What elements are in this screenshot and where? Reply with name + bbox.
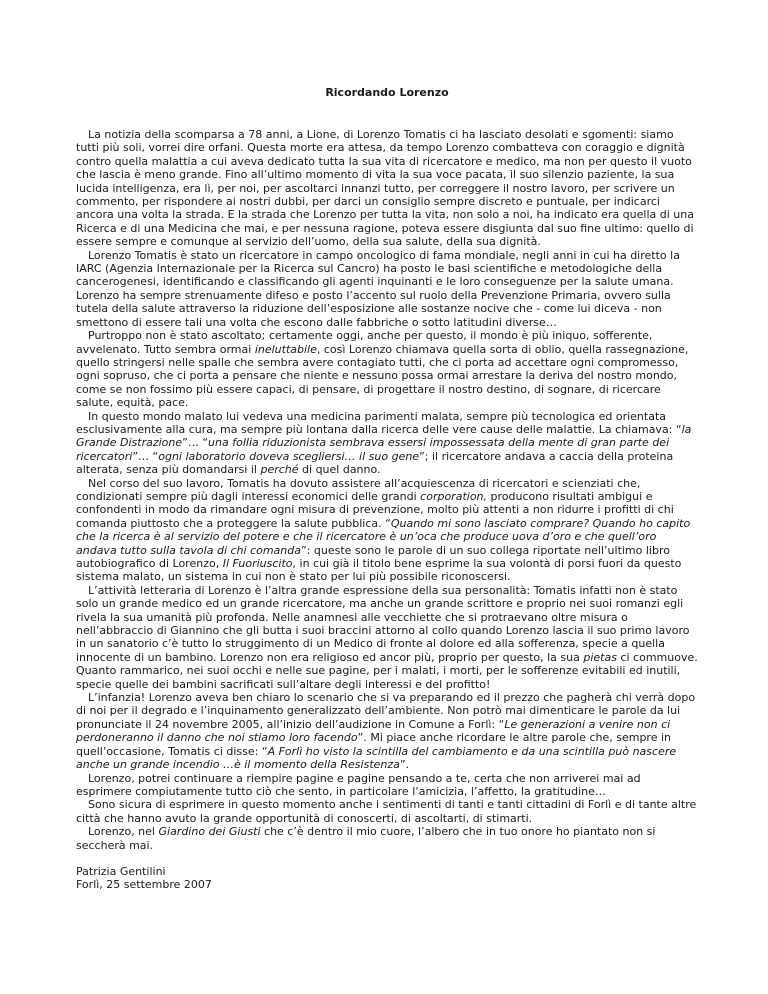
italic-text: A Forlì ho visto la scintilla del cambiamento e da una scintilla può nascere anche un grande incendio …è il momento della Resistenza (76, 744, 677, 772)
paragraph (76, 772, 698, 799)
paragraph-text: Lorenzo Tomatis è stato un ricercatore in campo oncologico di fama mondiale, negli anni in cui ha diretto la IARC (Agenzia Internazionale per la Ricerca sul Cancro) ha posto le basi scientifiche e metodologiche della cancerogenesi, identificando e classificando gli agenti inquinanti e le loro conseguenze per la salute umana. Lorenzo ha sempre strenuamente difeso e posto l’accento sul ruolo della Prevenzione Primaria, ovvero sulla tutela della salute attraverso la riduzione dell’esposizione alle sostanze nocive che - come lui diceva - non smettono di essere tali una volta che escono dalle fabbriche o sotto latitudini diverse… (76, 248, 680, 329)
paragraph-text: La notizia della scomparsa a 78 anni, a Lione, di Lorenzo Tomatis ci ha lasciato desolati e sgomenti: siamo tutti più soli, vorrei dire orfani. Questa morte era attesa, da tempo Lorenzo combatteva con coraggio e dignità contro quella malattia a cui aveva dedicato tutta la sua vita di ricercatore e medico, ma non per questo il vuoto che lascia è meno grande. Fino all’ultimo momento di vita la sua voce pacata, il suo silenzio paziente, la sua lucida intelligenza, era lì, per noi, per ascoltarci innanzi tutto, per correggere il nostro lavoro, per scrivere un commento, per rispondere ai nostri dubbi, per darci un consiglio sempre discreto e puntuale, per indicarci ancora una volta la strada. E la strada che Lorenzo per tutta la vita, non solo a noi, ha indicato era quella di una Ricerca e di una Medicina che mai, e per nessuna ragione, poteva essere disgiunta dal suo fine ultimo: quello di essere sempre e comunque al servizio dell’uomo, della sua salute, della sua dignità. (76, 128, 694, 249)
paragraph (76, 410, 698, 477)
paragraph (76, 798, 698, 825)
paragraph (76, 477, 698, 584)
paragraph-text: producono risultati ambigui e confondenti in modo da rimandare ogni misura di prevenzione, molto più attenti a non ridurre i profitti di chi comanda piuttosto che a proteggere la salute pubblica. “ (76, 489, 674, 530)
signature-block (76, 865, 698, 892)
italic-text: Le generazioni a venire non ci perdoneranno il danno che noi stiamo loro facendo (76, 717, 671, 745)
italic-text: la Grande Distrazione (76, 422, 692, 450)
document-title: Ricordando Lorenzo (325, 86, 449, 99)
place-date: Forlì, 25 settembre 2007 (76, 878, 212, 892)
italic-text: Il Fuoriuscito (222, 557, 293, 570)
italic-text: Quando mi sono lasciato comprare? Quando ho capito che la ricerca è al servizio del potere e che il ricercatore è un’oca che produce uova d’oro e che quell’oro andava tutto sulla tavola di chi comanda (76, 516, 691, 557)
document-body (76, 128, 698, 852)
italic-text: una follia riduzionista sembrava essersi impossessata della mente di gran parte dei ricercatori (76, 436, 670, 463)
paragraph (76, 691, 698, 771)
paragraph (76, 128, 698, 249)
paragraph-text: Lorenzo, potrei continuare a riempire pagine e pagine pensando a te, certa che non arriverei mai ad esprimere compiutamente tutto ciò che sento, in particolare l’amicizia, l’affetto, la gratitudine… (76, 771, 641, 798)
paragraph (76, 825, 698, 852)
paragraph (76, 329, 698, 409)
paragraph-text: , in cui già il titolo bene esprime la sua volontà di porsi fuori da questo sistema malato, un sistema in cui non è stato per lui più possibile riconoscersi. (76, 557, 682, 584)
paragraph-text: di quel danno. (298, 463, 381, 477)
paragraph-text: L’attività letteraria di Lorenzo è l’altra grande espressione della sua personalità: Tomatis infatti non è stato solo un grande medico ed un grande ricercatore, ma anche un grande scrittore e proprio nei suoi romanzi egli rivela la sua umanità più profonda. Nelle anamnesi alle vecchiette che si protraevano oltre misura o nell’abbraccio di Giannino che gli butta i suoi braccini attorno al collo quando Lorenzo lascia il suo primo lavoro in un sanatorio c’è tutto lo struggimento di un Medico di fronte al dolore ed alla sofferenza, specie a quella innocente di un bambino. Lorenzo non era religioso ed ancor più, proprio per questo, la sua (76, 583, 690, 664)
italic-text: perché (260, 463, 299, 477)
italic-text: pietas (583, 650, 617, 664)
italic-text: ineluttabile (254, 342, 317, 356)
paragraph-text: che c’è dentro il mio cuore, l’albero che in tuo onore ho piantato non si seccherà mai. (76, 825, 656, 852)
italic-text: Giardino dei Giusti (158, 825, 261, 839)
paragraph-text: ”; il ricercatore andava a caccia della proteina alterata, senza più domandarsi il (76, 449, 674, 477)
paragraph-text: Nel corso del suo lavoro, Tomatis ha dovuto assistere all’acquiescenza di ricercatori e scienziati che, condizionati sempre più dagli interessi economici delle grandi (76, 476, 641, 503)
paragraph (76, 584, 698, 691)
paragraph-text: Purtroppo non è stato ascoltato; certamente oggi, anche per questo, il mondo è più iniquo, sofferente, avvelenato. Tutto sembra ormai (76, 329, 653, 356)
paragraph-text: ”… “ (132, 449, 159, 463)
paragraph-text: L’infanzia! Lorenzo aveva ben chiaro lo scenario che si va preparando ed il prezzo che pagherà chi verrà dopo di noi per il degrado e l’inquinamento generalizzato dell’ambiente. Non potrò mai dimenticare le parole da lui pronunciate il 24 novembre 2005, all’inizio dell’audizione in Comune a Forlì: “ (76, 691, 696, 731)
paragraph-text: ”: queste sono le parole di un suo collega riportate nell’ultimo libro autobiografico di Lorenzo, (76, 543, 670, 570)
paragraph-text: Lorenzo, nel (88, 825, 159, 839)
italic-text: corporation, (420, 489, 488, 503)
paragraph (76, 249, 698, 329)
paragraph-text: ”… “ (182, 436, 209, 450)
paragraph-text: In questo mondo malato lui vedeva una medicina parimenti malata, sempre più tecnologica ed orientata esclusivamente alla cura, ma sempre più lontana dalla ricerca delle vere cause delle malattie. La chiamava: “ (76, 409, 682, 436)
paragraph-text: ”. (399, 758, 410, 772)
paragraph-text: Sono sicura di esprimere in questo momento anche i sentimenti di tanti e tanti cittadini di Forlì e di tante altre città che hanno avuto la grande opportunità di conoscerti, di ascoltarti, di stimarti. (76, 798, 697, 825)
paragraph-text: , così Lorenzo chiamava quella sorta di oblio, quella rassegnazione, quello stringersi nelle spalle che sembra avere contagiato tutti, che ci porta ad accettare ogni compromesso, ogni sopruso, che ci porta a pensare che niente e nessuno possa ormai arrestare la deriva del nostro mondo, come se non fossimo più essere capaci, di pensare, di progettare il nostro destino, di sognare, di ricercare salute, equità, pace. (76, 342, 689, 410)
author-name: Patrizia Gentilini (76, 864, 166, 878)
paragraph-text: ci commuove. Quanto rammarico, nei suoi occhi e nelle sue pagine, per i malati, i morti, per le sofferenze evitabili ed inutili, specie quelle dei bambini sacrificati sull’altare degli interessi e del profitto! (76, 650, 698, 691)
paragraph-text: ”. Mi piace anche ricordare le altre parole che, sempre in quell’occasione, Tomatis ci disse: “ (76, 731, 671, 758)
italic-text: ogni laboratorio doveva scegliersi… il suo gene (158, 449, 420, 463)
